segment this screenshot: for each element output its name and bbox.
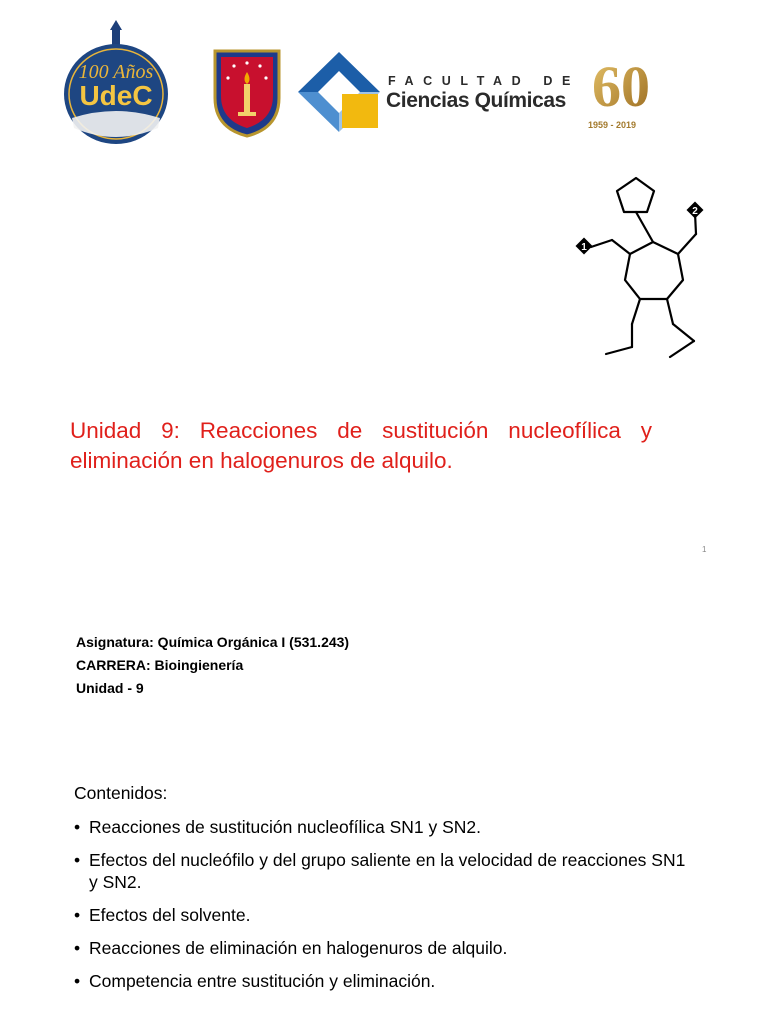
label-1-marker (576, 238, 593, 255)
anniversary-number: 60 (592, 56, 650, 112)
faculty-logo-mark (296, 50, 382, 134)
contents-item: • Reacciones de sustitución nucleofílica SN1 y SN2. (74, 816, 694, 838)
anniversary-years: 1959 - 2019 (588, 120, 637, 130)
molecule-diagram (572, 170, 722, 370)
label-2: 2 (692, 206, 698, 217)
unit-title: Unidad 9: Reacciones de sustitución nucleofílica y eliminación en halogenuros de alquilo. (70, 418, 652, 473)
contents-heading: Contenidos: (74, 783, 168, 803)
faculty-logo-line2: Ciencias Químicas (386, 89, 566, 112)
anniversary-60-logo (588, 56, 654, 112)
contents-item: • Competencia entre sustitución y eliminación. (74, 970, 694, 992)
contents-item: • Reacciones de eliminación en halogenuros de alquilo. (74, 937, 694, 959)
udec-name-text: UdeC (79, 80, 153, 111)
faculty-logo-line1: FACULTAD DE (388, 74, 580, 88)
contents-item: • Efectos del nucleófilo y del grupo saliente en la velocidad de reacciones SN1 y SN2. (74, 849, 694, 893)
contents-list (74, 816, 694, 1003)
contents-item: • Efectos del solvente. (74, 904, 694, 926)
university-shield-logo (212, 48, 282, 138)
label-1: 1 (581, 242, 587, 253)
udec-years-text: 100 Años (78, 61, 154, 83)
page-number: 1 (702, 545, 707, 554)
course-unit: Unidad - 9 (76, 680, 144, 696)
udec-100-anos-logo (60, 18, 172, 146)
course-subject: Asignatura: Química Orgánica I (531.243) (76, 634, 350, 650)
course-career: CARRERA: Bioingienería (76, 657, 244, 673)
label-2-marker (687, 202, 704, 219)
